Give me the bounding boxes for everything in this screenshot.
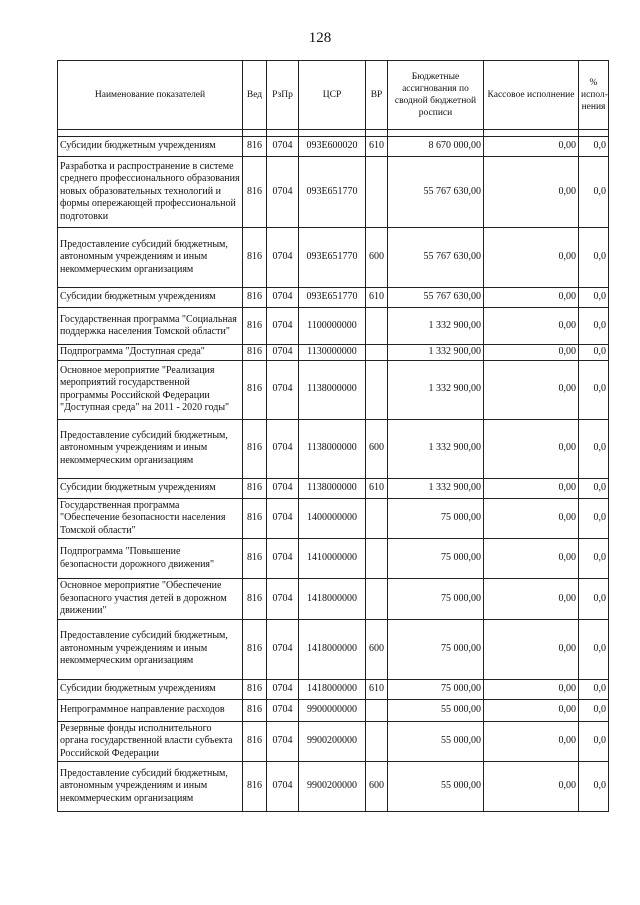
row-pct: 0,0 xyxy=(579,345,609,361)
row-budget: 75 000,00 xyxy=(388,619,484,679)
table-row xyxy=(58,478,609,498)
row-budget: 75 000,00 xyxy=(388,498,484,539)
row-ved: 816 xyxy=(243,345,267,361)
row-rzpr: 0704 xyxy=(267,699,299,721)
row-ved: 816 xyxy=(243,762,267,812)
row-pct: 0,0 xyxy=(579,498,609,539)
row-csr: 1138000000 xyxy=(299,419,366,478)
row-name: Разработка и распространение в системе среднего профессионального образования новых образовательных технологий и формы опережающей профессиональной подготовки xyxy=(58,157,243,228)
row-ved: 816 xyxy=(243,157,267,228)
row-csr: 1410000000 xyxy=(299,539,366,579)
row-ved: 816 xyxy=(243,539,267,579)
row-rzpr: 0704 xyxy=(267,498,299,539)
row-cash: 0,00 xyxy=(484,228,579,288)
row-ved: 816 xyxy=(243,308,267,345)
table-header xyxy=(58,61,609,137)
row-pct: 0,0 xyxy=(579,360,609,419)
header-budget: Бюджетные ассигнования по сводной бюджетной росписи xyxy=(388,61,484,130)
row-cash: 0,00 xyxy=(484,345,579,361)
row-vr xyxy=(366,360,388,419)
row-vr: 610 xyxy=(366,288,388,308)
row-ved: 816 xyxy=(243,228,267,288)
row-cash: 0,00 xyxy=(484,699,579,721)
header-gap xyxy=(58,130,609,137)
row-csr: 9900000000 xyxy=(299,699,366,721)
row-pct: 0,0 xyxy=(579,679,609,699)
table-row xyxy=(58,699,609,721)
row-ved: 816 xyxy=(243,478,267,498)
row-name: Основное мероприятие "Обеспечение безопасного участия детей в дорожном движении" xyxy=(58,579,243,620)
row-name: Субсидии бюджетным учреждениям xyxy=(58,137,243,157)
row-budget: 55 000,00 xyxy=(388,699,484,721)
row-cash: 0,00 xyxy=(484,157,579,228)
row-rzpr: 0704 xyxy=(267,360,299,419)
table-row xyxy=(58,137,609,157)
row-budget: 55 767 630,00 xyxy=(388,157,484,228)
row-csr: 9900200000 xyxy=(299,721,366,762)
row-ved: 816 xyxy=(243,288,267,308)
row-csr: 1138000000 xyxy=(299,360,366,419)
row-budget: 75 000,00 xyxy=(388,579,484,620)
row-cash: 0,00 xyxy=(484,498,579,539)
table-body xyxy=(58,137,609,812)
table-row xyxy=(58,539,609,579)
row-cash: 0,00 xyxy=(484,478,579,498)
row-rzpr: 0704 xyxy=(267,619,299,679)
row-csr: 1418000000 xyxy=(299,619,366,679)
row-cash: 0,00 xyxy=(484,619,579,679)
header-ved: Вед xyxy=(243,61,267,130)
table-row xyxy=(58,228,609,288)
row-name: Предоставление субсидий бюджетным, автономным учреждениям и иным некоммерческим организациям xyxy=(58,619,243,679)
row-name: Резервные фонды исполнительного органа государственной власти субъекта Российской Федерации xyxy=(58,721,243,762)
table-row xyxy=(58,498,609,539)
row-budget: 1 332 900,00 xyxy=(388,360,484,419)
row-budget: 55 767 630,00 xyxy=(388,228,484,288)
row-name: Непрограммное направление расходов xyxy=(58,699,243,721)
row-budget: 8 670 000,00 xyxy=(388,137,484,157)
header-rzpr: РзПр xyxy=(267,61,299,130)
row-vr xyxy=(366,308,388,345)
row-budget: 75 000,00 xyxy=(388,679,484,699)
row-vr: 600 xyxy=(366,419,388,478)
row-cash: 0,00 xyxy=(484,288,579,308)
row-rzpr: 0704 xyxy=(267,478,299,498)
row-csr: 093E651770 xyxy=(299,157,366,228)
row-cash: 0,00 xyxy=(484,137,579,157)
row-budget: 1 332 900,00 xyxy=(388,308,484,345)
row-pct: 0,0 xyxy=(579,721,609,762)
table-row xyxy=(58,288,609,308)
row-cash: 0,00 xyxy=(484,721,579,762)
row-rzpr: 0704 xyxy=(267,228,299,288)
header-cash: Кассовое исполнение xyxy=(484,61,579,130)
table-row xyxy=(58,308,609,345)
row-vr: 600 xyxy=(366,762,388,812)
row-budget: 55 767 630,00 xyxy=(388,288,484,308)
row-vr: 610 xyxy=(366,478,388,498)
row-vr: 610 xyxy=(366,137,388,157)
row-csr: 1130000000 xyxy=(299,345,366,361)
row-cash: 0,00 xyxy=(484,579,579,620)
row-cash: 0,00 xyxy=(484,308,579,345)
row-rzpr: 0704 xyxy=(267,579,299,620)
row-name: Подпрограмма "Повышение безопасности дорожного движения" xyxy=(58,539,243,579)
row-name: Субсидии бюджетным учреждениям xyxy=(58,288,243,308)
row-vr xyxy=(366,539,388,579)
table-row xyxy=(58,360,609,419)
page-number: 128 xyxy=(308,30,332,46)
row-vr: 610 xyxy=(366,679,388,699)
table-row xyxy=(58,762,609,812)
row-ved: 816 xyxy=(243,721,267,762)
row-rzpr: 0704 xyxy=(267,288,299,308)
row-pct: 0,0 xyxy=(579,288,609,308)
table-row xyxy=(58,679,609,699)
table-row xyxy=(58,345,609,361)
row-vr xyxy=(366,498,388,539)
row-budget: 75 000,00 xyxy=(388,539,484,579)
row-rzpr: 0704 xyxy=(267,539,299,579)
row-ved: 816 xyxy=(243,579,267,620)
row-rzpr: 0704 xyxy=(267,419,299,478)
row-ved: 816 xyxy=(243,699,267,721)
row-cash: 0,00 xyxy=(484,419,579,478)
table-row xyxy=(58,419,609,478)
row-ved: 816 xyxy=(243,619,267,679)
header-csr: ЦСР xyxy=(299,61,366,130)
row-csr: 9900200000 xyxy=(299,762,366,812)
table-row xyxy=(58,157,609,228)
row-rzpr: 0704 xyxy=(267,137,299,157)
row-pct: 0,0 xyxy=(579,579,609,620)
row-ved: 816 xyxy=(243,360,267,419)
header-vr: ВР xyxy=(366,61,388,130)
row-vr: 600 xyxy=(366,619,388,679)
row-rzpr: 0704 xyxy=(267,762,299,812)
row-pct: 0,0 xyxy=(579,137,609,157)
header-name: Наименование показателей xyxy=(58,61,243,130)
row-name: Подпрограмма "Доступная среда" xyxy=(58,345,243,361)
header-pct: % испол-нения xyxy=(579,61,609,130)
row-cash: 0,00 xyxy=(484,762,579,812)
row-csr: 093E600020 xyxy=(299,137,366,157)
row-pct: 0,0 xyxy=(579,228,609,288)
row-ved: 816 xyxy=(243,498,267,539)
table-row xyxy=(58,579,609,620)
row-csr: 1100000000 xyxy=(299,308,366,345)
row-pct: 0,0 xyxy=(579,699,609,721)
row-name: Государственная программа "Социальная поддержка населения Томской области" xyxy=(58,308,243,345)
row-csr: 1418000000 xyxy=(299,579,366,620)
row-name: Государственная программа "Обеспечение безопасности населения Томской области" xyxy=(58,498,243,539)
row-csr: 1418000000 xyxy=(299,679,366,699)
row-pct: 0,0 xyxy=(579,157,609,228)
row-name: Основное мероприятие "Реализация мероприятий государственной программы Российской Федерации "Доступная среда" на 2011 - 2020 годы" xyxy=(58,360,243,419)
row-rzpr: 0704 xyxy=(267,157,299,228)
row-pct: 0,0 xyxy=(579,308,609,345)
row-ved: 816 xyxy=(243,137,267,157)
row-rzpr: 0704 xyxy=(267,308,299,345)
row-csr: 093E651770 xyxy=(299,288,366,308)
row-vr xyxy=(366,579,388,620)
row-budget: 55 000,00 xyxy=(388,762,484,812)
row-cash: 0,00 xyxy=(484,360,579,419)
row-name: Субсидии бюджетным учреждениям xyxy=(58,478,243,498)
row-budget: 1 332 900,00 xyxy=(388,478,484,498)
row-csr: 093E651770 xyxy=(299,228,366,288)
row-csr: 1138000000 xyxy=(299,478,366,498)
row-vr xyxy=(366,721,388,762)
row-budget: 1 332 900,00 xyxy=(388,345,484,361)
budget-table xyxy=(57,60,609,812)
row-vr xyxy=(366,157,388,228)
row-pct: 0,0 xyxy=(579,762,609,812)
row-budget: 1 332 900,00 xyxy=(388,419,484,478)
row-name: Предоставление субсидий бюджетным, автономным учреждениям и иным некоммерческим организациям xyxy=(58,419,243,478)
row-name: Субсидии бюджетным учреждениям xyxy=(58,679,243,699)
table-row xyxy=(58,619,609,679)
row-vr xyxy=(366,345,388,361)
row-pct: 0,0 xyxy=(579,539,609,579)
row-pct: 0,0 xyxy=(579,419,609,478)
table-row xyxy=(58,721,609,762)
row-cash: 0,00 xyxy=(484,539,579,579)
row-cash: 0,00 xyxy=(484,679,579,699)
row-vr xyxy=(366,699,388,721)
row-pct: 0,0 xyxy=(579,619,609,679)
row-rzpr: 0704 xyxy=(267,721,299,762)
row-rzpr: 0704 xyxy=(267,679,299,699)
row-name: Предоставление субсидий бюджетным, автономным учреждениям и иным некоммерческим организациям xyxy=(58,762,243,812)
row-ved: 816 xyxy=(243,679,267,699)
row-name: Предоставление субсидий бюджетным, автономным учреждениям и иным некоммерческим организациям xyxy=(58,228,243,288)
row-pct: 0,0 xyxy=(579,478,609,498)
row-csr: 1400000000 xyxy=(299,498,366,539)
row-vr: 600 xyxy=(366,228,388,288)
row-ved: 816 xyxy=(243,419,267,478)
row-rzpr: 0704 xyxy=(267,345,299,361)
row-budget: 55 000,00 xyxy=(388,721,484,762)
